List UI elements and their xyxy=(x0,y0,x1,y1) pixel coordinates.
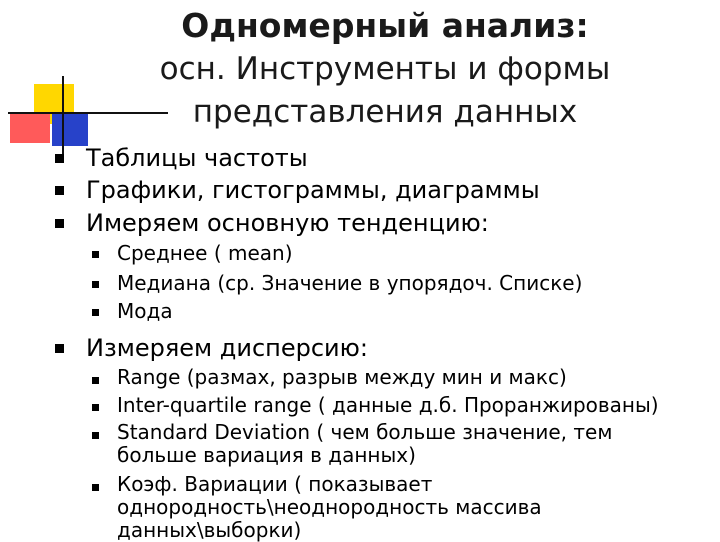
bullet-square-icon xyxy=(92,484,99,491)
list-item: Standard Deviation ( чем больше значение, тем xyxy=(117,420,613,444)
decor-red-rect xyxy=(10,113,50,143)
list-item: Таблицы частоты xyxy=(86,144,308,172)
bullet-square-icon xyxy=(55,219,64,228)
slide-title xyxy=(140,4,630,134)
bullet-square-icon xyxy=(92,432,99,439)
decor-vertical-line xyxy=(62,76,64,158)
bullet-square-icon xyxy=(92,281,99,288)
bullet-square-icon xyxy=(92,251,99,258)
bullet-square-icon xyxy=(92,309,99,316)
list-item: Коэф. Вариации ( показывает xyxy=(117,472,433,496)
list-item-continuation: данных\выборки) xyxy=(117,518,302,542)
title-line-1: Одномерный анализ: xyxy=(181,6,589,45)
bullet-square-icon xyxy=(92,377,99,384)
list-item: Inter-quartile range ( данные д.б. Проранжированы) xyxy=(117,393,659,417)
bullet-square-icon xyxy=(55,344,64,353)
dispersion-heading: Измеряем дисперсию: xyxy=(86,334,368,362)
list-item: Медиана (ср. Значение в упорядоч. Списке) xyxy=(117,271,583,295)
list-item: Мода xyxy=(117,299,173,323)
title-line-2: осн. Инструменты и формы xyxy=(159,51,611,87)
title-line-3: представления данных xyxy=(192,94,578,130)
bullet-square-icon xyxy=(55,154,64,163)
list-item-continuation: больше вариация в данных) xyxy=(117,443,416,467)
list-item-continuation: однородность\неоднородность массива xyxy=(117,495,542,519)
list-item: Среднее ( mean) xyxy=(117,241,293,265)
decor-blue-square xyxy=(52,112,88,146)
list-item: Графики, гистограммы, диаграммы xyxy=(86,176,540,204)
bullet-square-icon xyxy=(92,404,99,411)
list-item: Имеряем основную тенденцию: xyxy=(86,209,489,237)
bullet-square-icon xyxy=(55,186,64,195)
list-item: Range (размах, разрыв между мин и макс) xyxy=(117,365,567,389)
